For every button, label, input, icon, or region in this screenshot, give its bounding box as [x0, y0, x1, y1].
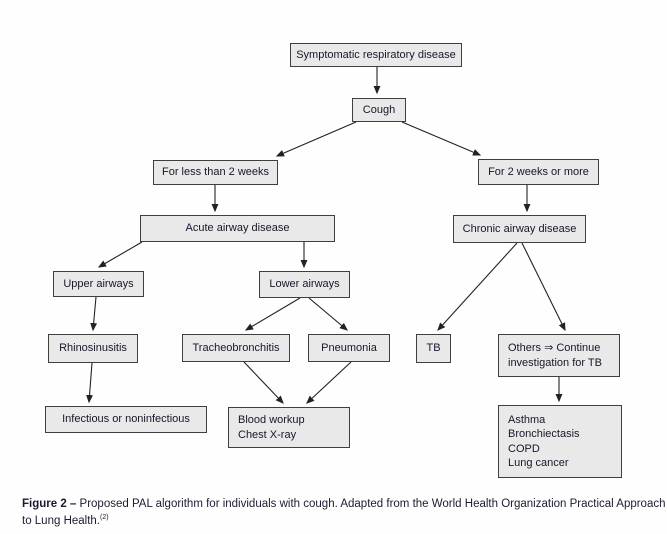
arrow-tracheobronchitis-to-blood-workup — [244, 362, 283, 403]
node-tracheobronchitis: Tracheobronchitis — [182, 334, 290, 362]
node-bronchiectasis-line: Bronchiectasis — [508, 428, 580, 441]
node-chronic-airway-disease: Chronic airway disease — [453, 215, 586, 243]
arrow-chronic-to-tb — [438, 243, 517, 330]
arrow-lower-airways-to-tracheobronchitis — [246, 298, 300, 330]
node-symptomatic-respiratory-disease: Symptomatic respiratory disease — [290, 43, 462, 67]
node-others-continue-investigation — [498, 334, 620, 377]
node-tb: TB — [416, 334, 451, 363]
node-acute-airway-disease: Acute airway disease — [140, 215, 335, 242]
node-cough: Cough — [352, 98, 406, 122]
arrow-lower-airways-to-pneumonia — [309, 298, 347, 330]
figure-caption-label: Figure 2 – — [22, 497, 77, 510]
node-lower-airways: Lower airways — [259, 271, 350, 298]
node-copd-line: COPD — [508, 442, 540, 455]
node-blood-workup-chest-xray — [228, 407, 350, 448]
node-blood-workup-line2: Chest X-ray — [238, 428, 297, 441]
node-less-than-2-weeks: For less than 2 weeks — [153, 160, 278, 185]
arrow-cough-to-2-weeks-or-more — [402, 122, 480, 155]
figure-caption — [22, 496, 667, 531]
node-lung-cancer-line: Lung cancer — [508, 456, 569, 469]
node-asthma-bronchiectasis-copd-lung-cancer — [498, 405, 622, 478]
node-pneumonia: Pneumonia — [308, 334, 390, 362]
figure-caption-reference: (2) — [100, 513, 109, 521]
arrow-rhinosinusitis-to-infectious — [89, 363, 92, 402]
node-asthma-line: Asthma — [508, 413, 546, 426]
node-upper-airways: Upper airways — [53, 271, 144, 297]
arrow-upper-airways-to-rhinosinusitis — [93, 297, 96, 330]
node-others-line1: Others ⇒ Continue — [508, 342, 601, 355]
arrow-acute-to-upper-airways — [99, 242, 142, 267]
arrow-cough-to-less-than-2-weeks — [277, 122, 356, 156]
figure-caption-text: Proposed PAL algorithm for individuals with cough. Adapted from the World Health Organization Practical Approach to Lung Health. — [22, 497, 666, 527]
node-blood-workup-line1: Blood workup — [238, 414, 305, 427]
node-others-line2: investigation for TB — [508, 356, 602, 369]
node-2-weeks-or-more: For 2 weeks or more — [478, 159, 599, 185]
node-infectious-or-noninfectious: Infectious or noninfectious — [45, 406, 207, 433]
node-rhinosinusitis: Rhinosinusitis — [48, 334, 138, 363]
arrow-pneumonia-to-blood-workup — [307, 362, 351, 403]
arrow-chronic-to-others — [522, 243, 565, 330]
